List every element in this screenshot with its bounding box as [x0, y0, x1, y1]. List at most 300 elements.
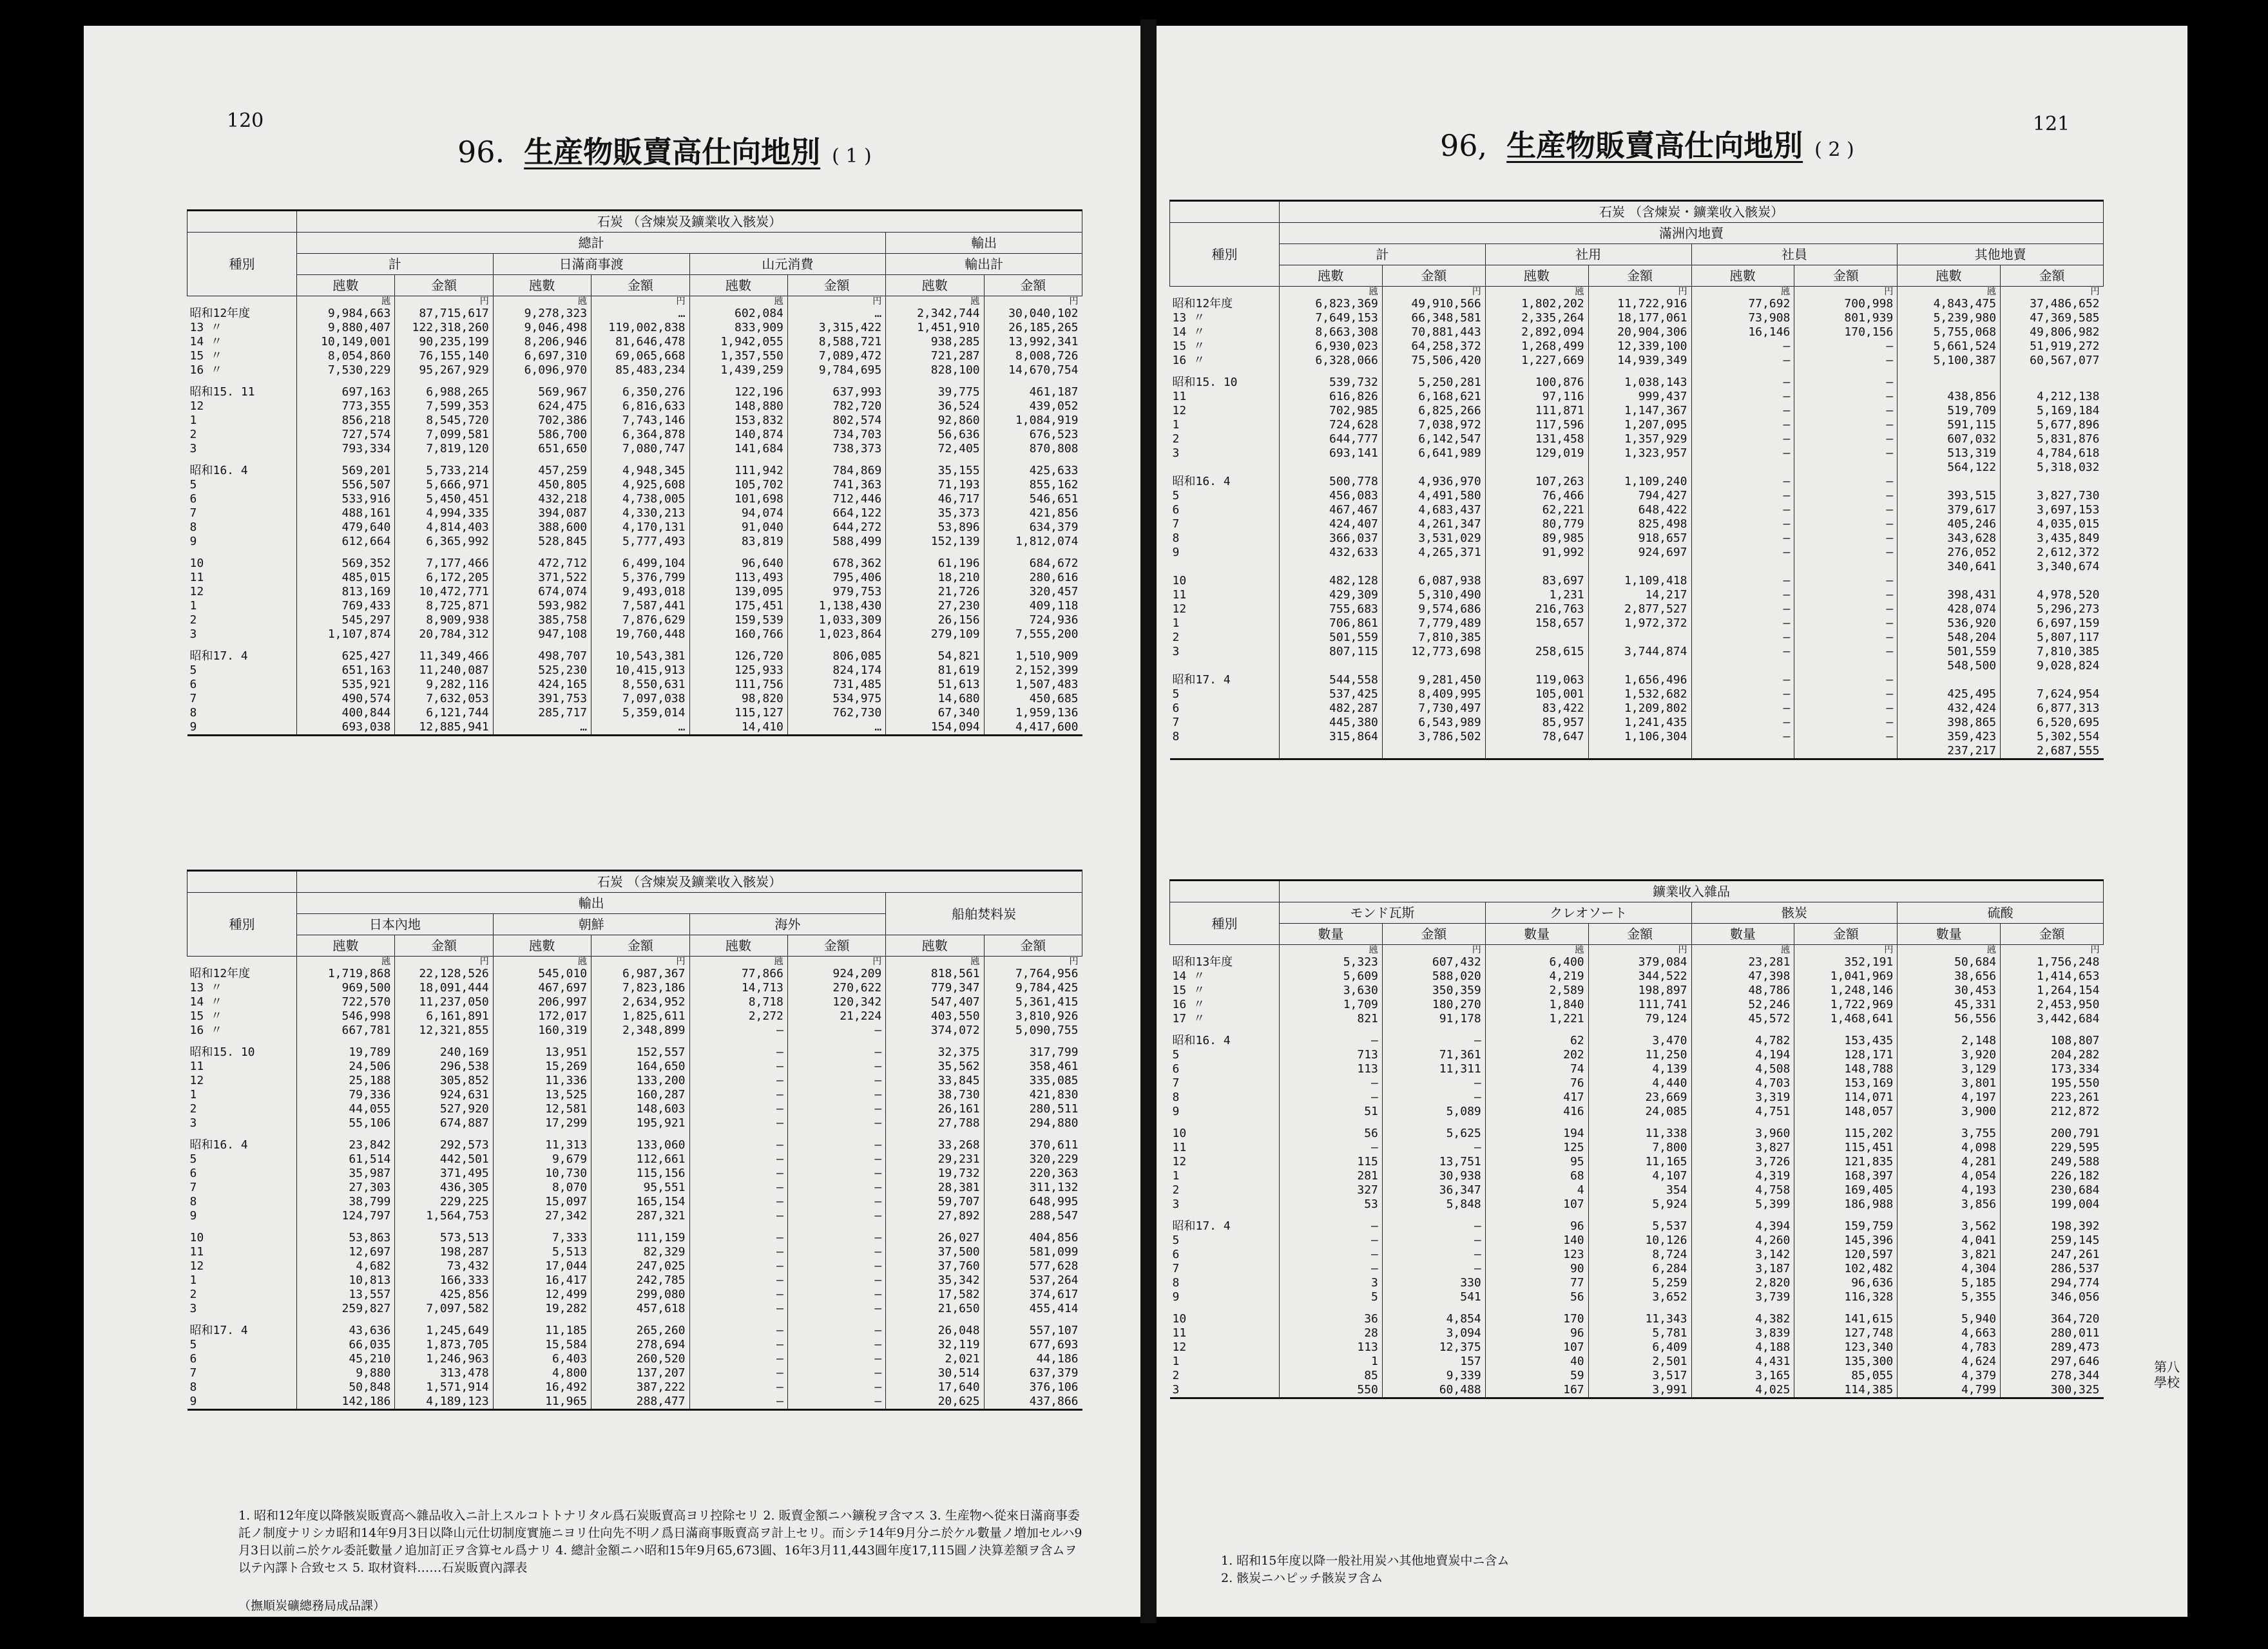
table-cell: 152,557 [591, 1045, 689, 1060]
table-cell [1382, 1119, 1485, 1127]
table-cell: 47,398 [1691, 969, 1794, 984]
row-label: 7 [1172, 716, 1180, 729]
table-cell: 27,788 [886, 1116, 984, 1130]
table-cell: 164,650 [591, 1060, 689, 1074]
table-cell [1691, 368, 1794, 376]
table-cell [787, 549, 885, 557]
row-label [187, 1038, 297, 1045]
table-cell: 249,588 [2001, 1155, 2104, 1169]
table-cell: 33,845 [886, 1074, 984, 1088]
table-cell: 693,141 [1280, 446, 1383, 461]
title-main: 生産物販賣高仕向地別 [524, 135, 821, 169]
table-cell: 3,142 [1691, 1248, 1794, 1262]
table-cell: 45,572 [1691, 1012, 1794, 1026]
table-row [1170, 716, 2104, 730]
table-cell: 81,619 [886, 663, 984, 678]
table-cell [984, 642, 1082, 649]
table-cell: 14,713 [689, 981, 787, 995]
table-row [1170, 297, 2104, 311]
table-cell: 6,823,369 [1280, 297, 1383, 311]
table-cell: 125 [1485, 1141, 1588, 1155]
table-cell: 3,739 [1691, 1290, 1794, 1304]
table-cell: 153,435 [1794, 1034, 1898, 1048]
table-cell: — [787, 1024, 885, 1038]
table-cell: 35,155 [886, 464, 984, 478]
table-cell: 340,641 [1898, 560, 2001, 574]
table-cell: 1,357,550 [689, 349, 787, 363]
table-cell: 97,116 [1485, 390, 1588, 404]
page-title [457, 129, 872, 171]
table-cell: 7,333 [493, 1231, 591, 1245]
table-row [187, 1024, 1082, 1038]
header-other-local: 其他地賣 [1898, 244, 2104, 265]
table-cell: 4 [1485, 1183, 1588, 1197]
table-cell: 648,422 [1588, 503, 1691, 517]
table-cell: 5,250,281 [1382, 376, 1485, 390]
table-row [1170, 730, 2104, 744]
table-cell: 15,097 [493, 1195, 591, 1209]
table-cell: — [1691, 390, 1794, 404]
table-cell [1898, 1304, 2001, 1312]
table-cell [984, 1130, 1082, 1138]
table-cell: 294,880 [984, 1116, 1082, 1130]
col-header-quantity: 數量 [1691, 924, 1794, 945]
table-cell: 14,939,349 [1588, 354, 1691, 368]
row-label: 昭和15. 10 [1172, 376, 1238, 389]
table-cell: — [1691, 446, 1794, 461]
table-cell: 85,483,234 [591, 363, 689, 377]
unit-tons: 瓲 [886, 296, 984, 307]
table-cell: 3,470 [1588, 1034, 1691, 1048]
table-cell: 247,261 [2001, 1248, 2104, 1262]
table-cell: 807,115 [1280, 645, 1383, 659]
table-row [187, 1167, 1082, 1181]
table-cell: — [1794, 446, 1898, 461]
table-cell: 1,709 [1280, 998, 1383, 1012]
table-row [1170, 1312, 2104, 1326]
table-cell: 855,162 [984, 478, 1082, 492]
table-cell [1794, 659, 1898, 673]
header-manchuria: 滿洲內地賣 [1280, 223, 2104, 244]
table-row [1170, 1248, 2104, 1262]
table-cell: 501,559 [1280, 631, 1383, 645]
table-cell: 44,186 [984, 1352, 1082, 1366]
table-cell: 10,415,913 [591, 663, 689, 678]
table-cell: 23,281 [1691, 955, 1794, 969]
table-cell: — [1691, 432, 1794, 446]
table-cell: — [1691, 489, 1794, 503]
table-row [1170, 368, 2104, 376]
table-cell: 9,984,663 [297, 307, 395, 321]
table-cell: 3,991 [1588, 1383, 1691, 1398]
table-cell: 607,032 [1898, 432, 2001, 446]
table-cell: 533,916 [297, 492, 395, 506]
table-cell: 101,698 [689, 492, 787, 506]
table-cell: 3,531,029 [1382, 531, 1485, 546]
table-cell: 456,083 [1280, 489, 1383, 503]
table-cell: 19,732 [886, 1167, 984, 1181]
footnotes: 1. 昭和12年度以降骸炭販賣高ヘ雜品收入ニ計上スルコトトナリタル爲石炭販賣高ヨリ控除セリ 2. 販賣金額ニハ鑛稅ヲ含マス 3. 生産物ヘ從來日滿商事委託ノ制度ナリシカ昭和14年9月3日以降山元仕切制度實施ニヨリ仕向先不明ノ爲日滿商事販賣高ヲ計上セリ。而シテ14年9月分ニ於ケル數量ノ増加セルハ9月3日以前ニ於ケル委託數量ノ追加訂正ヲ含算セル爲ナリ 4. 總計金額ニハ昭和15年9月65,673圓、16年3月11,443圓年度17,115圓ノ決算差額ヲ含ムヲ以テ內譯ト合致セス 5. 取材資料……石炭販賣內譯表 [238, 1509, 1082, 1575]
unit-yen: 円 [1382, 945, 1485, 956]
table-cell [787, 1316, 885, 1324]
table-cell: 11,722,916 [1588, 297, 1691, 311]
table-cell [493, 1130, 591, 1138]
row-label: 13 〃 [189, 321, 223, 334]
table-cell: 145,396 [1794, 1234, 1898, 1248]
table-cell: 6,403 [493, 1352, 591, 1366]
table-cell: 1,084,919 [984, 414, 1082, 428]
table-cell: 75,506,420 [1382, 354, 1485, 368]
table-cell: 702,386 [493, 414, 591, 428]
table-cell: 3 [1280, 1276, 1383, 1290]
table-cell: 13,992,341 [984, 335, 1082, 349]
table-cell: 12,321,855 [395, 1024, 493, 1038]
table-cell: 286,537 [2001, 1262, 2104, 1276]
table-cell: — [689, 1380, 787, 1395]
unit-yen: 円 [2001, 287, 2104, 298]
table-row [1170, 1234, 2104, 1248]
table-cell: 285,717 [493, 706, 591, 720]
table-cell: — [1691, 503, 1794, 517]
table-row [1170, 1304, 2104, 1312]
table-cell: 111,159 [591, 1231, 689, 1245]
table-cell: 1,719,868 [297, 967, 395, 981]
table-cell [1898, 574, 2001, 588]
table-row [187, 349, 1082, 363]
row-label: 16 〃 [189, 1024, 223, 1037]
table-cell: — [1794, 645, 1898, 659]
table-cell: 5,302,554 [2001, 730, 2104, 744]
table-cell: 1,241,435 [1588, 716, 1691, 730]
table-cell: 66,348,581 [1382, 311, 1485, 325]
table-cell: 28 [1280, 1326, 1383, 1340]
table-cell: 4,948,345 [591, 464, 689, 478]
table-row [1170, 616, 2104, 631]
table-cell: 3,094 [1382, 1326, 1485, 1340]
table-cell: 569,967 [493, 385, 591, 399]
table-cell: 96 [1485, 1219, 1588, 1234]
table-cell: 70,881,443 [1382, 325, 1485, 339]
coal-total-table [187, 209, 1082, 736]
table-cell [886, 642, 984, 649]
table-cell: 8,725,871 [395, 599, 493, 613]
table-cell: 320,229 [984, 1152, 1082, 1167]
table-cell: 1,532,682 [1588, 687, 1691, 701]
table-cell: 44,055 [297, 1102, 395, 1116]
table-cell: — [787, 1138, 885, 1152]
table-cell: 45,331 [1898, 998, 2001, 1012]
table-cell: — [1794, 602, 1898, 616]
row-label: 15 〃 [189, 1009, 223, 1023]
table-cell [689, 1130, 787, 1138]
unit-tons: 瓲 [493, 296, 591, 307]
table-cell: 676,523 [984, 428, 1082, 442]
table-cell: 525,230 [493, 663, 591, 678]
table-cell: 148,880 [689, 399, 787, 414]
table-cell: 160,287 [591, 1088, 689, 1102]
table-cell: 10,149,001 [297, 335, 395, 349]
col-header-amount: 金額 [984, 935, 1082, 957]
table-cell: 7,876,629 [591, 613, 689, 627]
table-cell: 37,486,652 [2001, 297, 2104, 311]
row-label: 昭和17. 4 [189, 649, 248, 663]
table-cell: — [787, 1074, 885, 1088]
table-cell: 8,206,946 [493, 335, 591, 349]
table-cell: — [689, 1245, 787, 1259]
table-cell: 38,656 [1898, 969, 2001, 984]
table-cell: 467,697 [493, 981, 591, 995]
table-cell: 280,511 [984, 1102, 1082, 1116]
table-cell: 4,219 [1485, 969, 1588, 984]
row-label: 昭和13年度 [1172, 955, 1233, 969]
table-cell: 6,543,989 [1382, 716, 1485, 730]
row-label: 5 [1172, 1234, 1180, 1247]
table-cell: 678,362 [787, 557, 885, 571]
table-cell: 7,624,954 [2001, 687, 2104, 701]
title-part: ( 2 ) [1814, 138, 1854, 161]
row-label: 8 [189, 1195, 197, 1208]
table-row [1170, 701, 2104, 716]
table-cell: 3,187 [1691, 1262, 1794, 1276]
table-cell: 724,936 [984, 613, 1082, 627]
table-cell: 833,909 [689, 321, 787, 335]
table-row [187, 720, 1082, 736]
table-cell: 30,514 [886, 1366, 984, 1380]
table-cell: 569,201 [297, 464, 395, 478]
table-cell: — [689, 1024, 787, 1038]
table-cell [1691, 744, 1794, 759]
table-cell: 11,343 [1588, 1312, 1691, 1326]
table-cell [1588, 560, 1691, 574]
table-cell: 445,380 [1280, 716, 1383, 730]
table-cell: 5,848 [1382, 1197, 1485, 1212]
table-cell: — [1691, 631, 1794, 645]
table-cell: — [1691, 531, 1794, 546]
table-cell: 45,210 [297, 1352, 395, 1366]
table-cell: 61,196 [886, 557, 984, 571]
table-cell: 3,319 [1691, 1091, 1794, 1105]
header-japan: 日本內地 [297, 914, 494, 935]
table-cell: 62,221 [1485, 503, 1588, 517]
table-cell: 128,171 [1794, 1048, 1898, 1062]
col-header-quantity: 瓲數 [1485, 265, 1588, 287]
table-cell: — [689, 1167, 787, 1181]
table-cell: 76,466 [1485, 489, 1588, 503]
table-cell [1691, 1304, 1794, 1312]
table-cell: — [1794, 418, 1898, 432]
table-cell: 359,423 [1898, 730, 2001, 744]
table-cell [689, 549, 787, 557]
table-cell: — [787, 1116, 885, 1130]
table-cell: 6,816,633 [591, 399, 689, 414]
table-cell: 364,720 [2001, 1312, 2104, 1326]
table-cell: 1,106,304 [1588, 730, 1691, 744]
table-cell: 81,646,478 [591, 335, 689, 349]
table-row [187, 1074, 1082, 1088]
row-label: 11 [1172, 390, 1187, 403]
table-row [187, 663, 1082, 678]
table-cell: 53,896 [886, 520, 984, 535]
table-row [1170, 339, 2104, 354]
table-cell: 11,311 [1382, 1062, 1485, 1076]
table-cell: 11,185 [493, 1324, 591, 1338]
table-cell [591, 1130, 689, 1138]
table-cell: 73,432 [395, 1259, 493, 1273]
table-cell [1485, 560, 1588, 574]
table-cell: — [1691, 354, 1794, 368]
table-cell: 11,250 [1588, 1048, 1691, 1062]
table-cell [395, 642, 493, 649]
table-cell: 21,650 [886, 1302, 984, 1316]
table-cell: — [1691, 602, 1794, 616]
table-cell [984, 456, 1082, 464]
table-cell: … [591, 307, 689, 321]
table-cell: 17,582 [886, 1288, 984, 1302]
row-label: 9 [1172, 546, 1180, 559]
table-cell: 1,873,705 [395, 1338, 493, 1352]
table-cell: 374,617 [984, 1288, 1082, 1302]
row-label: 3 [189, 1302, 197, 1315]
table-cell: 10,543,381 [591, 649, 689, 663]
table-caption: 石炭 （含煉炭及鑛業收入骸炭） [297, 871, 1082, 893]
table-cell: 6,987,367 [591, 967, 689, 981]
table-cell: 519,709 [1898, 404, 2001, 418]
table-cell: 648,995 [984, 1195, 1082, 1209]
table-cell: 577,628 [984, 1259, 1082, 1273]
table-cell: 541 [1382, 1290, 1485, 1304]
table-cell: 5,609 [1280, 969, 1383, 984]
table-row [1170, 1183, 2104, 1197]
table-cell: 924,697 [1588, 546, 1691, 560]
unit-row [1170, 287, 2104, 298]
table-cell [1485, 1304, 1588, 1312]
table-cell: 115 [1280, 1155, 1383, 1169]
table-cell: — [689, 1324, 787, 1338]
table-cell: 91,992 [1485, 546, 1588, 560]
table-cell: 8,718 [689, 995, 787, 1009]
row-label [187, 1223, 297, 1231]
table-cell: 1,972,372 [1588, 616, 1691, 631]
table-cell: 1,323,957 [1588, 446, 1691, 461]
table-cell [1280, 1119, 1383, 1127]
table-cell: 612,664 [297, 535, 395, 549]
col-header-quantity: 瓲數 [1280, 265, 1383, 287]
table-cell: — [1691, 730, 1794, 744]
unit-yen: 円 [591, 957, 689, 967]
col-header-quantity: 瓲數 [493, 935, 591, 957]
unit-yen: 円 [591, 296, 689, 307]
table-cell [493, 642, 591, 649]
table-cell: — [689, 1045, 787, 1060]
table-cell: 173,334 [2001, 1062, 2104, 1076]
manchuria-sales-table [1169, 200, 2104, 760]
table-cell: 237,217 [1898, 744, 2001, 759]
table-cell: 9,880,407 [297, 321, 395, 335]
table-cell: 439,052 [984, 399, 1082, 414]
table-row [187, 1060, 1082, 1074]
unit-tons: 瓲 [297, 957, 395, 967]
table-cell: 117,596 [1485, 418, 1588, 432]
header-company-use: 社用 [1485, 244, 1691, 265]
table-cell: 26,048 [886, 1324, 984, 1338]
table-cell: 18,210 [886, 571, 984, 585]
table-cell: — [1691, 616, 1794, 631]
table-cell: 56 [1280, 1127, 1383, 1141]
row-label: 6 [189, 492, 197, 506]
table-cell: 6,172,205 [395, 571, 493, 585]
table-cell [1794, 1026, 1898, 1034]
row-label: 7 [1172, 517, 1180, 531]
table-cell: 281 [1280, 1169, 1383, 1183]
table-cell: 4,925,608 [591, 478, 689, 492]
table-cell: 3,435,849 [2001, 531, 2104, 546]
table-cell: 924,209 [787, 967, 885, 981]
table-cell: 398,431 [1898, 588, 2001, 602]
table-row [187, 1195, 1082, 1209]
table-cell: 2,892,094 [1485, 325, 1588, 339]
table-cell: — [689, 1231, 787, 1245]
row-label: 8 [189, 520, 197, 534]
table-cell: 240,169 [395, 1045, 493, 1060]
table-cell: 5,318,032 [2001, 461, 2104, 475]
table-cell: 1,245,649 [395, 1324, 493, 1338]
table-caption: 鑛業收入雜品 [1280, 881, 2104, 902]
table-cell: — [689, 1102, 787, 1116]
table-cell: — [1382, 1076, 1485, 1091]
table-cell: 107 [1485, 1340, 1588, 1355]
table-row [1170, 1290, 2104, 1304]
table-cell: 794,427 [1588, 489, 1691, 503]
table-cell: — [1691, 404, 1794, 418]
table-row [187, 506, 1082, 520]
table-cell: 32,375 [886, 1045, 984, 1060]
table-cell: 4,193 [1898, 1183, 2001, 1197]
table-cell: 9,784,425 [984, 981, 1082, 995]
row-label: 5 [1172, 1048, 1180, 1062]
table-cell: 66,035 [297, 1338, 395, 1352]
table-cell: 354 [1588, 1183, 1691, 1197]
table-cell: — [1382, 1262, 1485, 1276]
table-cell: 2,348,899 [591, 1024, 689, 1038]
table-cell: 260,520 [591, 1352, 689, 1366]
table-cell [1691, 560, 1794, 574]
table-cell: 388,600 [493, 520, 591, 535]
table-cell [689, 642, 787, 649]
table-cell: 125,933 [689, 663, 787, 678]
table-cell: 7,743,146 [591, 414, 689, 428]
table-cell: 793,334 [297, 442, 395, 456]
header-export: 輸出 [297, 893, 886, 914]
table-row [187, 1038, 1082, 1045]
table-cell: 90,235,199 [395, 335, 493, 349]
table-cell: 127,748 [1794, 1326, 1898, 1340]
table-cell: 3,129 [1898, 1062, 2001, 1076]
table-caption: 石炭 （含煉炭及鑛業收入骸炭） [297, 211, 1082, 233]
table-cell: 2,687,555 [2001, 744, 2104, 759]
table-cell: 5,185 [1898, 1276, 2001, 1290]
table-cell: 7,097,038 [591, 692, 689, 706]
table-cell: — [787, 1302, 885, 1316]
table-cell: 3,856 [1898, 1197, 2001, 1212]
table-cell: 4,260 [1691, 1234, 1794, 1248]
table-cell: 9,281,450 [1382, 673, 1485, 687]
table-cell: 297,646 [2001, 1355, 2104, 1369]
table-cell: 296,538 [395, 1060, 493, 1074]
table-cell: 141,684 [689, 442, 787, 456]
table-cell: 5,666,971 [395, 478, 493, 492]
table-cell: 206,997 [493, 995, 591, 1009]
table-cell: 1,840 [1485, 998, 1588, 1012]
